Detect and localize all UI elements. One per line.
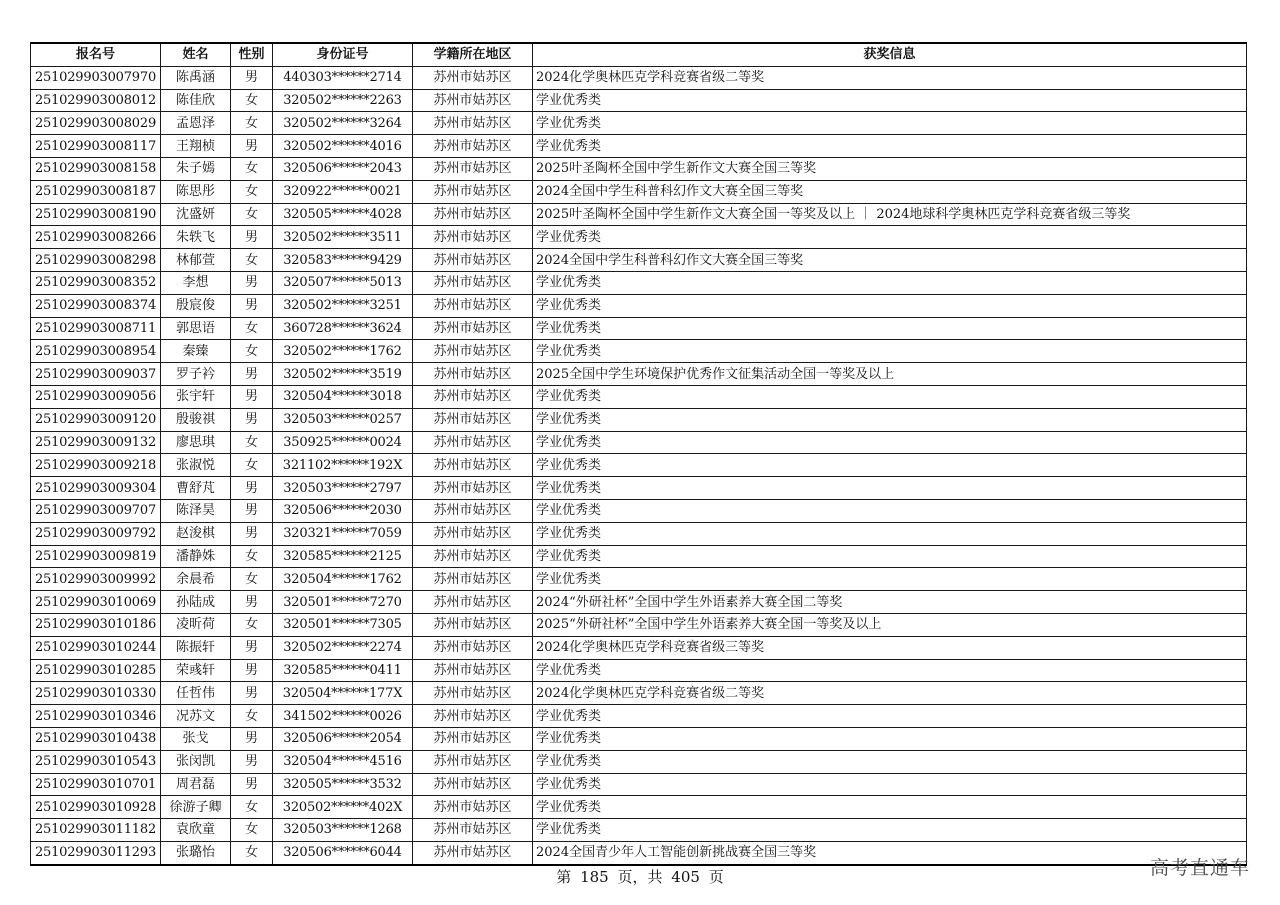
cell-gender: 男 bbox=[231, 750, 273, 773]
cell-award: 学业优秀类 bbox=[533, 773, 1247, 796]
table-row bbox=[31, 271, 1247, 294]
cell-gender: 男 bbox=[231, 271, 273, 294]
cell-id-no: 320321******7059 bbox=[273, 522, 413, 545]
cell-gender: 男 bbox=[231, 522, 273, 545]
cell-name: 徐游子卿 bbox=[161, 796, 231, 819]
cell-reg-no: 251029903009707 bbox=[31, 499, 161, 522]
cell-gender: 女 bbox=[231, 454, 273, 477]
cell-name: 陈泽昊 bbox=[161, 499, 231, 522]
cell-name: 况苏文 bbox=[161, 705, 231, 728]
cell-reg-no: 251029903009304 bbox=[31, 477, 161, 500]
cell-region: 苏州市姑苏区 bbox=[413, 89, 533, 112]
table-header-row bbox=[31, 43, 1247, 66]
cell-reg-no: 251029903010244 bbox=[31, 636, 161, 659]
cell-reg-no: 251029903008029 bbox=[31, 112, 161, 135]
cell-region: 苏州市姑苏区 bbox=[413, 613, 533, 636]
cell-award: 学业优秀类 bbox=[533, 568, 1247, 591]
cell-name: 荣彧轩 bbox=[161, 659, 231, 682]
cell-reg-no: 251029903008117 bbox=[31, 135, 161, 158]
table-row bbox=[31, 363, 1247, 386]
cell-id-no: 320503******2797 bbox=[273, 477, 413, 500]
cell-reg-no: 251029903010069 bbox=[31, 591, 161, 614]
cell-name: 朱子嫣 bbox=[161, 157, 231, 180]
cell-award: 2024化学奥林匹克学科竞赛省级二等奖 bbox=[533, 682, 1247, 705]
table-row bbox=[31, 613, 1247, 636]
cell-id-no: 320502******3264 bbox=[273, 112, 413, 135]
table-row bbox=[31, 249, 1247, 272]
cell-award: 学业优秀类 bbox=[533, 477, 1247, 500]
cell-region: 苏州市姑苏区 bbox=[413, 180, 533, 203]
cell-award: 学业优秀类 bbox=[533, 796, 1247, 819]
cell-id-no: 320504******3018 bbox=[273, 385, 413, 408]
cell-name: 周君磊 bbox=[161, 773, 231, 796]
cell-id-no: 440303******2714 bbox=[273, 66, 413, 89]
cell-gender: 女 bbox=[231, 613, 273, 636]
cell-id-no: 320585******0411 bbox=[273, 659, 413, 682]
cell-name: 张戈 bbox=[161, 727, 231, 750]
cell-award: 学业优秀类 bbox=[533, 135, 1247, 158]
cell-name: 廖思琪 bbox=[161, 431, 231, 454]
table-row bbox=[31, 112, 1247, 135]
cell-name: 陈振轩 bbox=[161, 636, 231, 659]
cell-region: 苏州市姑苏区 bbox=[413, 636, 533, 659]
cell-id-no: 320502******3519 bbox=[273, 363, 413, 386]
cell-name: 张璐怡 bbox=[161, 841, 231, 864]
cell-name: 沈盛妍 bbox=[161, 203, 231, 226]
page-total: 405 bbox=[671, 868, 700, 886]
cell-gender: 女 bbox=[231, 340, 273, 363]
cell-gender: 男 bbox=[231, 682, 273, 705]
cell-award: 2024“外研社杯”全国中学生外语素养大赛全国二等奖 bbox=[533, 591, 1247, 614]
cell-award: 2025“外研社杯”全国中学生外语素养大赛全国一等奖及以上 bbox=[533, 613, 1247, 636]
cell-id-no: 320502******3251 bbox=[273, 294, 413, 317]
cell-region: 苏州市姑苏区 bbox=[413, 773, 533, 796]
cell-reg-no: 251029903010701 bbox=[31, 773, 161, 796]
table-row bbox=[31, 591, 1247, 614]
cell-gender: 男 bbox=[231, 773, 273, 796]
cell-id-no: 320501******7305 bbox=[273, 613, 413, 636]
cell-region: 苏州市姑苏区 bbox=[413, 203, 533, 226]
table-row bbox=[31, 340, 1247, 363]
table-row bbox=[31, 773, 1247, 796]
cell-region: 苏州市姑苏区 bbox=[413, 340, 533, 363]
cell-name: 郭思语 bbox=[161, 317, 231, 340]
cell-gender: 女 bbox=[231, 203, 273, 226]
table-row bbox=[31, 499, 1247, 522]
table-row bbox=[31, 727, 1247, 750]
cell-gender: 女 bbox=[231, 112, 273, 135]
cell-gender: 女 bbox=[231, 545, 273, 568]
header-gender: 性别 bbox=[231, 43, 273, 66]
table-row bbox=[31, 750, 1247, 773]
cell-id-no: 320501******7270 bbox=[273, 591, 413, 614]
cell-award: 学业优秀类 bbox=[533, 522, 1247, 545]
cell-name: 陈思彤 bbox=[161, 180, 231, 203]
cell-name: 殷宸俊 bbox=[161, 294, 231, 317]
cell-gender: 女 bbox=[231, 568, 273, 591]
cell-name: 孟恩泽 bbox=[161, 112, 231, 135]
cell-name: 李想 bbox=[161, 271, 231, 294]
cell-reg-no: 251029903009132 bbox=[31, 431, 161, 454]
cell-gender: 男 bbox=[231, 66, 273, 89]
cell-region: 苏州市姑苏区 bbox=[413, 385, 533, 408]
cell-id-no: 320502******3511 bbox=[273, 226, 413, 249]
cell-gender: 男 bbox=[231, 636, 273, 659]
cell-id-no: 320583******9429 bbox=[273, 249, 413, 272]
cell-reg-no: 251029903010285 bbox=[31, 659, 161, 682]
cell-award: 学业优秀类 bbox=[533, 408, 1247, 431]
table-row bbox=[31, 226, 1247, 249]
cell-id-no: 321102******192X bbox=[273, 454, 413, 477]
page-prefix: 第 bbox=[556, 868, 572, 886]
cell-award: 学业优秀类 bbox=[533, 727, 1247, 750]
table-row bbox=[31, 66, 1247, 89]
cell-award: 2024化学奥林匹克学科竞赛省级二等奖 bbox=[533, 66, 1247, 89]
cell-region: 苏州市姑苏区 bbox=[413, 431, 533, 454]
cell-name: 陈佳欣 bbox=[161, 89, 231, 112]
cell-region: 苏州市姑苏区 bbox=[413, 317, 533, 340]
cell-region: 苏州市姑苏区 bbox=[413, 157, 533, 180]
table-row bbox=[31, 135, 1247, 158]
cell-award: 学业优秀类 bbox=[533, 659, 1247, 682]
cell-region: 苏州市姑苏区 bbox=[413, 112, 533, 135]
cell-reg-no: 251029903011293 bbox=[31, 841, 161, 864]
table-row bbox=[31, 294, 1247, 317]
cell-name: 潘静姝 bbox=[161, 545, 231, 568]
cell-region: 苏州市姑苏区 bbox=[413, 591, 533, 614]
cell-reg-no: 251029903010346 bbox=[31, 705, 161, 728]
cell-reg-no: 251029903008298 bbox=[31, 249, 161, 272]
header-award: 获奖信息 bbox=[533, 43, 1247, 66]
cell-award: 学业优秀类 bbox=[533, 499, 1247, 522]
cell-reg-no: 251029903009792 bbox=[31, 522, 161, 545]
cell-gender: 男 bbox=[231, 294, 273, 317]
cell-id-no: 320502******2274 bbox=[273, 636, 413, 659]
cell-award: 学业优秀类 bbox=[533, 89, 1247, 112]
cell-name: 朱轶飞 bbox=[161, 226, 231, 249]
cell-region: 苏州市姑苏区 bbox=[413, 522, 533, 545]
cell-gender: 男 bbox=[231, 727, 273, 750]
cell-gender: 女 bbox=[231, 317, 273, 340]
cell-region: 苏州市姑苏区 bbox=[413, 135, 533, 158]
table-row bbox=[31, 841, 1247, 864]
cell-award: 学业优秀类 bbox=[533, 545, 1247, 568]
cell-reg-no: 251029903008266 bbox=[31, 226, 161, 249]
cell-name: 任哲伟 bbox=[161, 682, 231, 705]
table-row bbox=[31, 157, 1247, 180]
cell-name: 袁欣童 bbox=[161, 819, 231, 842]
cell-reg-no: 251029903008954 bbox=[31, 340, 161, 363]
cell-reg-no: 251029903008012 bbox=[31, 89, 161, 112]
cell-region: 苏州市姑苏区 bbox=[413, 408, 533, 431]
cell-id-no: 320504******1762 bbox=[273, 568, 413, 591]
cell-gender: 男 bbox=[231, 659, 273, 682]
cell-gender: 男 bbox=[231, 135, 273, 158]
table-row bbox=[31, 203, 1247, 226]
cell-name: 林郁萱 bbox=[161, 249, 231, 272]
cell-gender: 女 bbox=[231, 705, 273, 728]
cell-reg-no: 251029903010438 bbox=[31, 727, 161, 750]
cell-region: 苏州市姑苏区 bbox=[413, 66, 533, 89]
table-row bbox=[31, 819, 1247, 842]
cell-award: 学业优秀类 bbox=[533, 226, 1247, 249]
cell-region: 苏州市姑苏区 bbox=[413, 659, 533, 682]
cell-region: 苏州市姑苏区 bbox=[413, 727, 533, 750]
cell-reg-no: 251029903011182 bbox=[31, 819, 161, 842]
cell-id-no: 320504******4516 bbox=[273, 750, 413, 773]
cell-region: 苏州市姑苏区 bbox=[413, 705, 533, 728]
cell-id-no: 320502******2263 bbox=[273, 89, 413, 112]
cell-region: 苏州市姑苏区 bbox=[413, 841, 533, 864]
header-id-no: 身份证号 bbox=[273, 43, 413, 66]
cell-name: 陈禹涵 bbox=[161, 66, 231, 89]
cell-id-no: 320505******4028 bbox=[273, 203, 413, 226]
cell-region: 苏州市姑苏区 bbox=[413, 796, 533, 819]
page-suffix: 页 bbox=[708, 868, 724, 886]
cell-gender: 男 bbox=[231, 477, 273, 500]
cell-reg-no: 251029903007970 bbox=[31, 66, 161, 89]
cell-id-no: 350925******0024 bbox=[273, 431, 413, 454]
table-body bbox=[31, 66, 1247, 864]
table-row bbox=[31, 659, 1247, 682]
cell-gender: 男 bbox=[231, 499, 273, 522]
cell-gender: 女 bbox=[231, 249, 273, 272]
cell-id-no: 320502******4016 bbox=[273, 135, 413, 158]
cell-id-no: 320502******402X bbox=[273, 796, 413, 819]
cell-award: 学业优秀类 bbox=[533, 705, 1247, 728]
cell-id-no: 360728******3624 bbox=[273, 317, 413, 340]
cell-award: 2025全国中学生环境保护优秀作文征集活动全国一等奖及以上 bbox=[533, 363, 1247, 386]
cell-id-no: 320506******2054 bbox=[273, 727, 413, 750]
cell-award: 2024全国中学生科普科幻作文大赛全国三等奖 bbox=[533, 249, 1247, 272]
table-row bbox=[31, 568, 1247, 591]
cell-reg-no: 251029903008190 bbox=[31, 203, 161, 226]
table-row bbox=[31, 408, 1247, 431]
cell-award: 学业优秀类 bbox=[533, 454, 1247, 477]
cell-reg-no: 251029903008352 bbox=[31, 271, 161, 294]
cell-reg-no: 251029903010186 bbox=[31, 613, 161, 636]
cell-region: 苏州市姑苏区 bbox=[413, 819, 533, 842]
table-row bbox=[31, 705, 1247, 728]
cell-reg-no: 251029903008158 bbox=[31, 157, 161, 180]
watermark-logo: 高考直通车 bbox=[1149, 857, 1250, 879]
cell-award: 学业优秀类 bbox=[533, 112, 1247, 135]
cell-id-no: 320503******0257 bbox=[273, 408, 413, 431]
cell-reg-no: 251029903008187 bbox=[31, 180, 161, 203]
cell-gender: 男 bbox=[231, 591, 273, 614]
cell-region: 苏州市姑苏区 bbox=[413, 363, 533, 386]
cell-reg-no: 251029903008374 bbox=[31, 294, 161, 317]
cell-reg-no: 251029903008711 bbox=[31, 317, 161, 340]
table-row bbox=[31, 431, 1247, 454]
cell-name: 王翔桢 bbox=[161, 135, 231, 158]
cell-award: 2024全国青少年人工智能创新挑战赛全国三等奖 bbox=[533, 841, 1247, 864]
cell-region: 苏州市姑苏区 bbox=[413, 271, 533, 294]
table-row bbox=[31, 454, 1247, 477]
cell-id-no: 320506******2043 bbox=[273, 157, 413, 180]
table-row bbox=[31, 317, 1247, 340]
page-footer bbox=[0, 866, 1280, 887]
table-row bbox=[31, 545, 1247, 568]
cell-gender: 女 bbox=[231, 157, 273, 180]
cell-reg-no: 251029903009037 bbox=[31, 363, 161, 386]
cell-region: 苏州市姑苏区 bbox=[413, 545, 533, 568]
cell-gender: 男 bbox=[231, 385, 273, 408]
cell-id-no: 320505******3532 bbox=[273, 773, 413, 796]
cell-id-no: 320506******2030 bbox=[273, 499, 413, 522]
cell-gender: 男 bbox=[231, 363, 273, 386]
table-row bbox=[31, 636, 1247, 659]
table-row bbox=[31, 89, 1247, 112]
cell-reg-no: 251029903009992 bbox=[31, 568, 161, 591]
table-row bbox=[31, 180, 1247, 203]
cell-region: 苏州市姑苏区 bbox=[413, 226, 533, 249]
cell-award: 2025叶圣陶杯全国中学生新作文大赛全国一等奖及以上 ｜ 2024地球科学奥林匹克学科竞赛省级三等奖 bbox=[533, 203, 1247, 226]
cell-award: 2024全国中学生科普科幻作文大赛全国三等奖 bbox=[533, 180, 1247, 203]
cell-name: 凌昕荷 bbox=[161, 613, 231, 636]
cell-reg-no: 251029903009056 bbox=[31, 385, 161, 408]
admission-list-table bbox=[30, 42, 1247, 866]
cell-name: 殷骏祺 bbox=[161, 408, 231, 431]
cell-name: 曹舒芃 bbox=[161, 477, 231, 500]
cell-award: 学业优秀类 bbox=[533, 294, 1247, 317]
cell-region: 苏州市姑苏区 bbox=[413, 477, 533, 500]
cell-gender: 女 bbox=[231, 796, 273, 819]
cell-id-no: 320922******0021 bbox=[273, 180, 413, 203]
cell-region: 苏州市姑苏区 bbox=[413, 750, 533, 773]
cell-name: 张淑悦 bbox=[161, 454, 231, 477]
cell-reg-no: 251029903010330 bbox=[31, 682, 161, 705]
cell-name: 张宇轩 bbox=[161, 385, 231, 408]
page-mid: 页，共 bbox=[617, 868, 663, 886]
cell-reg-no: 251029903009819 bbox=[31, 545, 161, 568]
cell-award: 学业优秀类 bbox=[533, 750, 1247, 773]
table-row bbox=[31, 796, 1247, 819]
cell-award: 2024化学奥林匹克学科竞赛省级三等奖 bbox=[533, 636, 1247, 659]
cell-region: 苏州市姑苏区 bbox=[413, 499, 533, 522]
cell-region: 苏州市姑苏区 bbox=[413, 249, 533, 272]
cell-id-no: 320506******6044 bbox=[273, 841, 413, 864]
table-row bbox=[31, 682, 1247, 705]
header-name: 姓名 bbox=[161, 43, 231, 66]
cell-gender: 男 bbox=[231, 408, 273, 431]
cell-id-no: 320503******1268 bbox=[273, 819, 413, 842]
header-region: 学籍所在地区 bbox=[413, 43, 533, 66]
cell-name: 秦臻 bbox=[161, 340, 231, 363]
cell-id-no: 320507******5013 bbox=[273, 271, 413, 294]
cell-region: 苏州市姑苏区 bbox=[413, 294, 533, 317]
cell-reg-no: 251029903010928 bbox=[31, 796, 161, 819]
cell-id-no: 320585******2125 bbox=[273, 545, 413, 568]
cell-id-no: 320504******177X bbox=[273, 682, 413, 705]
cell-region: 苏州市姑苏区 bbox=[413, 682, 533, 705]
cell-id-no: 320502******1762 bbox=[273, 340, 413, 363]
cell-id-no: 341502******0026 bbox=[273, 705, 413, 728]
cell-region: 苏州市姑苏区 bbox=[413, 568, 533, 591]
cell-name: 孙陆成 bbox=[161, 591, 231, 614]
table-row bbox=[31, 385, 1247, 408]
cell-award: 2025叶圣陶杯全国中学生新作文大赛全国三等奖 bbox=[533, 157, 1247, 180]
cell-name: 罗子衿 bbox=[161, 363, 231, 386]
cell-award: 学业优秀类 bbox=[533, 819, 1247, 842]
cell-gender: 女 bbox=[231, 841, 273, 864]
cell-gender: 女 bbox=[231, 89, 273, 112]
header-reg-no: 报名号 bbox=[31, 43, 161, 66]
page-current: 185 bbox=[580, 868, 609, 886]
cell-reg-no: 251029903009120 bbox=[31, 408, 161, 431]
cell-award: 学业优秀类 bbox=[533, 431, 1247, 454]
cell-reg-no: 251029903009218 bbox=[31, 454, 161, 477]
cell-award: 学业优秀类 bbox=[533, 385, 1247, 408]
cell-gender: 女 bbox=[231, 431, 273, 454]
cell-gender: 男 bbox=[231, 226, 273, 249]
cell-award: 学业优秀类 bbox=[533, 340, 1247, 363]
cell-award: 学业优秀类 bbox=[533, 271, 1247, 294]
cell-gender: 女 bbox=[231, 180, 273, 203]
cell-gender: 女 bbox=[231, 819, 273, 842]
cell-name: 赵浚棋 bbox=[161, 522, 231, 545]
cell-region: 苏州市姑苏区 bbox=[413, 454, 533, 477]
table-row bbox=[31, 522, 1247, 545]
cell-award: 学业优秀类 bbox=[533, 317, 1247, 340]
cell-name: 张闵凯 bbox=[161, 750, 231, 773]
cell-reg-no: 251029903010543 bbox=[31, 750, 161, 773]
cell-name: 余晨希 bbox=[161, 568, 231, 591]
table-row bbox=[31, 477, 1247, 500]
